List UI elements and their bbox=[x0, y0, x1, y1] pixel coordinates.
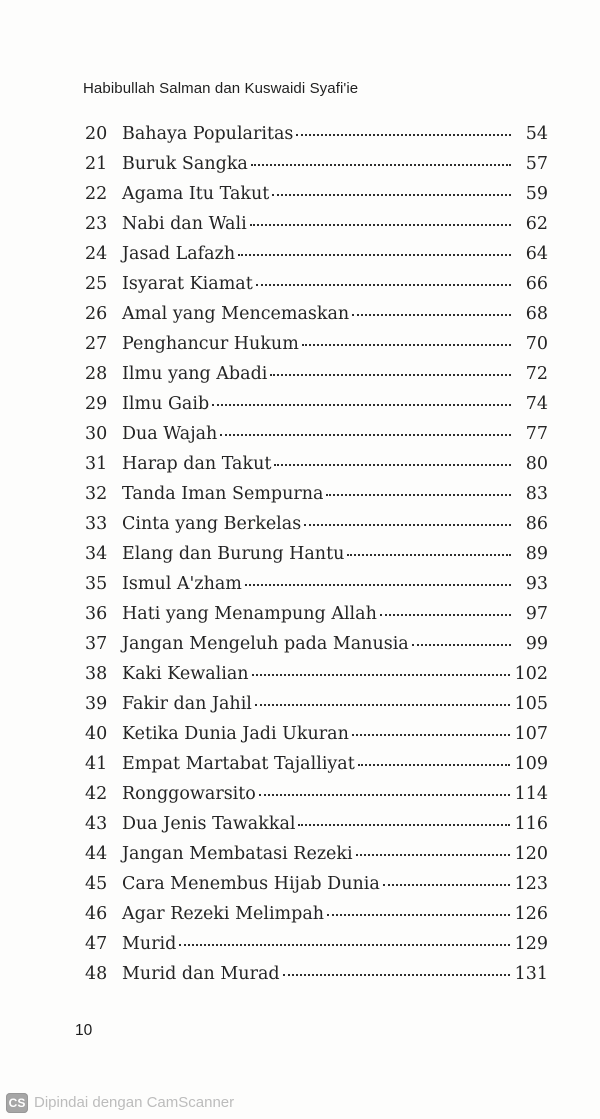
toc-entry-title: Cinta yang Berkelas bbox=[122, 514, 302, 534]
dot-leader bbox=[380, 614, 511, 616]
toc-row bbox=[85, 749, 548, 779]
toc-row bbox=[85, 869, 548, 899]
toc-entry-page: 129 bbox=[514, 934, 548, 954]
toc-row bbox=[85, 809, 548, 839]
toc-entry-title: Buruk Sangka bbox=[122, 154, 248, 174]
dot-leader bbox=[245, 584, 511, 586]
toc-entry-title: Tanda Iman Sempurna bbox=[122, 484, 324, 504]
dot-leader bbox=[272, 194, 511, 196]
toc-row bbox=[85, 929, 548, 959]
toc-entry-title: Dua Wajah bbox=[122, 424, 218, 444]
toc-entry-number: 48 bbox=[85, 964, 108, 984]
toc-row bbox=[85, 179, 548, 209]
toc-entry-number: 28 bbox=[85, 364, 108, 384]
toc-row bbox=[85, 839, 548, 869]
toc-entry-number: 29 bbox=[85, 394, 108, 414]
dot-leader bbox=[412, 644, 511, 646]
toc-row bbox=[85, 659, 548, 689]
dot-leader bbox=[283, 974, 510, 976]
toc-entry-page: 120 bbox=[514, 844, 548, 864]
toc-entry-page: 114 bbox=[514, 784, 548, 804]
toc-entry-page: 89 bbox=[525, 544, 548, 564]
toc-row bbox=[85, 539, 548, 569]
toc-row bbox=[85, 329, 548, 359]
toc-entry-number: 27 bbox=[85, 334, 108, 354]
toc-entry-number: 34 bbox=[85, 544, 108, 564]
toc-entry-number: 33 bbox=[85, 514, 108, 534]
running-header-author: Habibullah Salman dan Kuswaidi Syafi'ie bbox=[83, 80, 359, 97]
dot-leader bbox=[252, 674, 510, 676]
toc-row bbox=[85, 599, 548, 629]
dot-leader bbox=[270, 374, 511, 376]
toc-row bbox=[85, 419, 548, 449]
toc-row bbox=[85, 959, 548, 989]
toc-entry-title: Ronggowarsito bbox=[122, 784, 256, 804]
dot-leader bbox=[358, 764, 510, 766]
toc-entry-title: Fakir dan Jahil bbox=[122, 694, 252, 714]
toc-row bbox=[85, 689, 548, 719]
toc-entry-page: 54 bbox=[525, 124, 548, 144]
toc-entry-number: 25 bbox=[85, 274, 108, 294]
toc-entry-title: Penghancur Hukum bbox=[122, 334, 299, 354]
toc-entry-page: 68 bbox=[525, 304, 548, 324]
toc-entry-number: 46 bbox=[85, 904, 108, 924]
dot-leader bbox=[352, 314, 511, 316]
toc-row bbox=[85, 389, 548, 419]
toc-entry-title: Agama Itu Takut bbox=[122, 184, 270, 204]
toc-entry-title: Murid dan Murad bbox=[122, 964, 280, 984]
toc-entry-title: Ilmu Gaib bbox=[122, 394, 210, 414]
dot-leader bbox=[326, 494, 511, 496]
toc-entry-number: 44 bbox=[85, 844, 108, 864]
toc-row bbox=[85, 239, 548, 269]
toc-entry-number: 20 bbox=[85, 124, 108, 144]
toc-entry-title: Jasad Lafazh bbox=[122, 244, 236, 264]
dot-leader bbox=[327, 914, 510, 916]
dot-leader bbox=[179, 944, 509, 946]
toc-row bbox=[85, 719, 548, 749]
toc-entry-page: 105 bbox=[514, 694, 548, 714]
toc-entry-number: 24 bbox=[85, 244, 108, 264]
toc-entry-page: 126 bbox=[514, 904, 548, 924]
toc-entry-number: 26 bbox=[85, 304, 108, 324]
toc-entry-title: Ilmu yang Abadi bbox=[122, 364, 268, 384]
toc-entry-number: 35 bbox=[85, 574, 108, 594]
toc-entry-page: 72 bbox=[525, 364, 548, 384]
toc-row bbox=[85, 119, 548, 149]
dot-leader bbox=[259, 794, 510, 796]
toc-entry-page: 64 bbox=[525, 244, 548, 264]
dot-leader bbox=[298, 824, 509, 826]
toc-entry-number: 21 bbox=[85, 154, 108, 174]
toc-entry-page: 107 bbox=[514, 724, 548, 744]
dot-leader bbox=[250, 224, 511, 226]
toc-entry-page: 99 bbox=[525, 634, 548, 654]
toc-entry-page: 83 bbox=[525, 484, 548, 504]
toc-entry-title: Agar Rezeki Melimpah bbox=[122, 904, 325, 924]
dot-leader bbox=[296, 134, 511, 136]
dot-leader bbox=[274, 464, 511, 466]
toc-entry-title: Bahaya Popularitas bbox=[122, 124, 294, 144]
camscanner-watermark-text: Dipindai dengan CamScanner bbox=[34, 1094, 235, 1111]
toc-entry-page: 62 bbox=[525, 214, 548, 234]
toc-entry-number: 36 bbox=[85, 604, 108, 624]
toc-entry-title: Jangan Membatasi Rezeki bbox=[122, 844, 353, 864]
toc-entry-page: 59 bbox=[525, 184, 548, 204]
toc-entry-title: Jangan Mengeluh pada Manusia bbox=[122, 634, 409, 654]
toc-row bbox=[85, 299, 548, 329]
dot-leader bbox=[347, 554, 511, 556]
toc-entry-page: 109 bbox=[514, 754, 548, 774]
toc-entry-number: 41 bbox=[85, 754, 108, 774]
toc-entry-number: 22 bbox=[85, 184, 108, 204]
toc-entry-number: 43 bbox=[85, 814, 108, 834]
toc-entry-page: 123 bbox=[514, 874, 548, 894]
dot-leader bbox=[356, 854, 510, 856]
dot-leader bbox=[383, 884, 510, 886]
dot-leader bbox=[302, 344, 511, 346]
toc-entry-title: Elang dan Burung Hantu bbox=[122, 544, 345, 564]
dot-leader bbox=[251, 164, 511, 166]
dot-leader bbox=[352, 734, 510, 736]
toc-entry-number: 47 bbox=[85, 934, 108, 954]
toc-row bbox=[85, 479, 548, 509]
toc-entry-title: Dua Jenis Tawakkal bbox=[122, 814, 296, 834]
toc-row bbox=[85, 629, 548, 659]
dot-leader bbox=[255, 704, 510, 706]
page-number: 10 bbox=[75, 1022, 93, 1039]
camscanner-logo-icon: CS bbox=[6, 1093, 28, 1113]
toc-entry-page: 97 bbox=[525, 604, 548, 624]
toc-entry-number: 39 bbox=[85, 694, 108, 714]
toc-row bbox=[85, 509, 548, 539]
dot-leader bbox=[304, 524, 511, 526]
toc-entry-title: Ketika Dunia Jadi Ukuran bbox=[122, 724, 349, 744]
toc-entry-page: 66 bbox=[525, 274, 548, 294]
toc-entry-title: Kaki Kewalian bbox=[122, 664, 249, 684]
toc-row bbox=[85, 209, 548, 239]
toc-entry-title: Isyarat Kiamat bbox=[122, 274, 253, 294]
toc-entry-number: 23 bbox=[85, 214, 108, 234]
toc-list bbox=[85, 119, 548, 989]
toc-entry-page: 80 bbox=[525, 454, 548, 474]
toc-row bbox=[85, 359, 548, 389]
toc-entry-page: 102 bbox=[514, 664, 548, 684]
toc-entry-title: Murid bbox=[122, 934, 177, 954]
dot-leader bbox=[220, 434, 511, 436]
toc-entry-number: 37 bbox=[85, 634, 108, 654]
toc-entry-title: Hati yang Menampung Allah bbox=[122, 604, 377, 624]
toc-entry-page: 70 bbox=[525, 334, 548, 354]
toc-entry-number: 40 bbox=[85, 724, 108, 744]
toc-row bbox=[85, 149, 548, 179]
toc-entry-page: 131 bbox=[514, 964, 548, 984]
toc-entry-number: 32 bbox=[85, 484, 108, 504]
toc-entry-page: 74 bbox=[525, 394, 548, 414]
toc-entry-number: 38 bbox=[85, 664, 108, 684]
toc-row bbox=[85, 569, 548, 599]
dot-leader bbox=[212, 404, 511, 406]
toc-entry-title: Nabi dan Wali bbox=[122, 214, 247, 234]
toc-entry-title: Cara Menembus Hijab Dunia bbox=[122, 874, 380, 894]
toc-entry-title: Ismul A'zham bbox=[122, 574, 242, 594]
dot-leader bbox=[256, 284, 511, 286]
toc-entry-title: Harap dan Takut bbox=[122, 454, 272, 474]
toc-row bbox=[85, 449, 548, 479]
toc-row bbox=[85, 899, 548, 929]
toc-entry-number: 42 bbox=[85, 784, 108, 804]
toc-row bbox=[85, 779, 548, 809]
camscanner-watermark bbox=[0, 1090, 600, 1119]
toc-entry-page: 57 bbox=[525, 154, 548, 174]
toc-entry-page: 77 bbox=[525, 424, 548, 444]
toc-entry-title: Empat Martabat Tajalliyat bbox=[122, 754, 355, 774]
toc-entry-number: 31 bbox=[85, 454, 108, 474]
toc-row bbox=[85, 269, 548, 299]
toc-entry-number: 45 bbox=[85, 874, 108, 894]
toc-entry-number: 30 bbox=[85, 424, 108, 444]
toc-entry-page: 86 bbox=[525, 514, 548, 534]
toc-entry-page: 116 bbox=[514, 814, 548, 834]
dot-leader bbox=[238, 254, 511, 256]
toc-entry-title: Amal yang Mencemaskan bbox=[122, 304, 350, 324]
toc-entry-page: 93 bbox=[525, 574, 548, 594]
